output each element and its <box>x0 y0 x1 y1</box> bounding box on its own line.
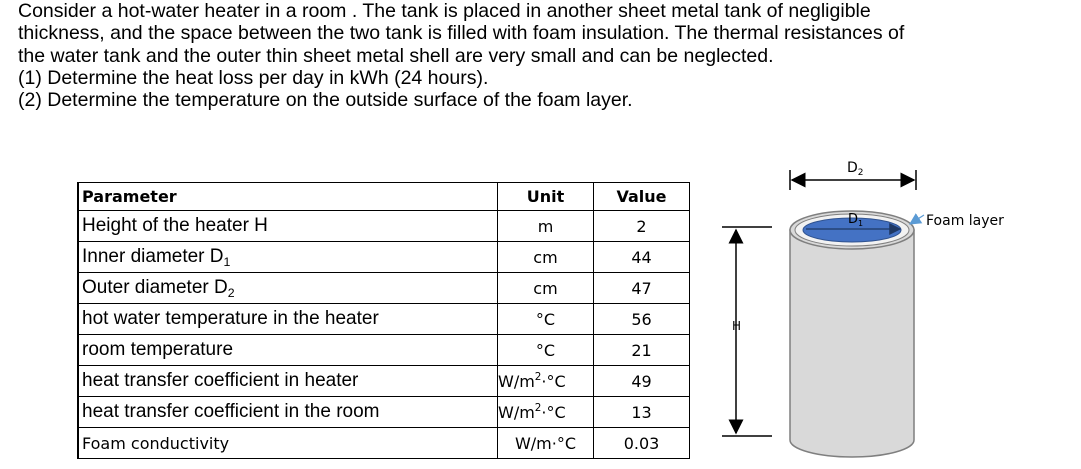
table-row <box>78 366 690 397</box>
parameter-name: hot water temperature in the heater <box>78 304 498 335</box>
parameter-value: 56 <box>594 304 690 335</box>
problem-line: Consider a hot-water heater in a room . The tank is placed in another sheet metal tank of negligible <box>18 0 871 22</box>
table-row <box>78 242 690 273</box>
parameter-name: Outer diameter $D_2$ <box>78 273 498 304</box>
h-label: H <box>732 319 742 333</box>
parameter-name: Height of the heater H <box>78 211 498 242</box>
header-value: Value <box>594 183 690 211</box>
parameter-unit: m <box>498 211 594 242</box>
d1-label: $D_1$ <box>848 212 864 228</box>
parameter-name: heat transfer coefficient in heater <box>78 366 498 397</box>
parameter-unit: cm <box>498 273 594 304</box>
parameter-unit: °C <box>498 304 594 335</box>
table-body <box>78 211 690 459</box>
parameter-value: 44 <box>594 242 690 273</box>
parameter-unit: cm <box>498 242 594 273</box>
table-row <box>78 335 690 366</box>
foam-callout-line <box>910 215 924 224</box>
table-header-row <box>78 183 690 211</box>
d2-label: $D_2$ <box>847 160 864 178</box>
header-parameter: Parameter <box>78 183 498 211</box>
problem-line: the water tank and the outer thin sheet metal shell are very small and can be neglected. <box>18 44 774 67</box>
problem-line: (1) Determine the heat loss per day in kWh (24 hours). <box>18 66 489 89</box>
parameter-value: 49 <box>594 366 690 397</box>
parameter-name: heat transfer coefficient in the room <box>78 397 498 428</box>
problem-line: thickness, and the space between the two tank is filled with foam insulation. The thermal resistances of <box>18 22 905 45</box>
parameter-value: 47 <box>594 273 690 304</box>
table-row <box>78 273 690 304</box>
parameter-name: room temperature <box>78 335 498 366</box>
problem-statement <box>18 0 1078 111</box>
parameter-value: 13 <box>594 397 690 428</box>
problem-line: (2) Determine the temperature on the outside surface of the foam layer. <box>18 89 633 112</box>
table-row <box>78 304 690 335</box>
table-row <box>78 211 690 242</box>
parameter-value: 0.03 <box>594 428 690 459</box>
tank-diagram <box>700 150 1060 469</box>
parameter-unit: W/m·°C <box>498 428 594 459</box>
parameter-name: Foam conductivity <box>78 428 498 459</box>
foam-layer-label: Foam layer <box>926 213 1004 229</box>
parameter-unit: $W/m^2\cdot^\circ C$ <box>498 397 594 428</box>
parameter-value: 2 <box>594 211 690 242</box>
parameter-table <box>77 182 690 459</box>
parameter-name: Inner diameter $D_1$ <box>78 242 498 273</box>
table-row <box>78 428 690 459</box>
parameter-unit: $W/m^2\cdot^\circ C$ <box>498 366 594 397</box>
tank-body <box>790 230 914 457</box>
header-unit: Unit <box>498 183 594 211</box>
parameter-value: 21 <box>594 335 690 366</box>
parameter-unit: °C <box>498 335 594 366</box>
table-row <box>78 397 690 428</box>
